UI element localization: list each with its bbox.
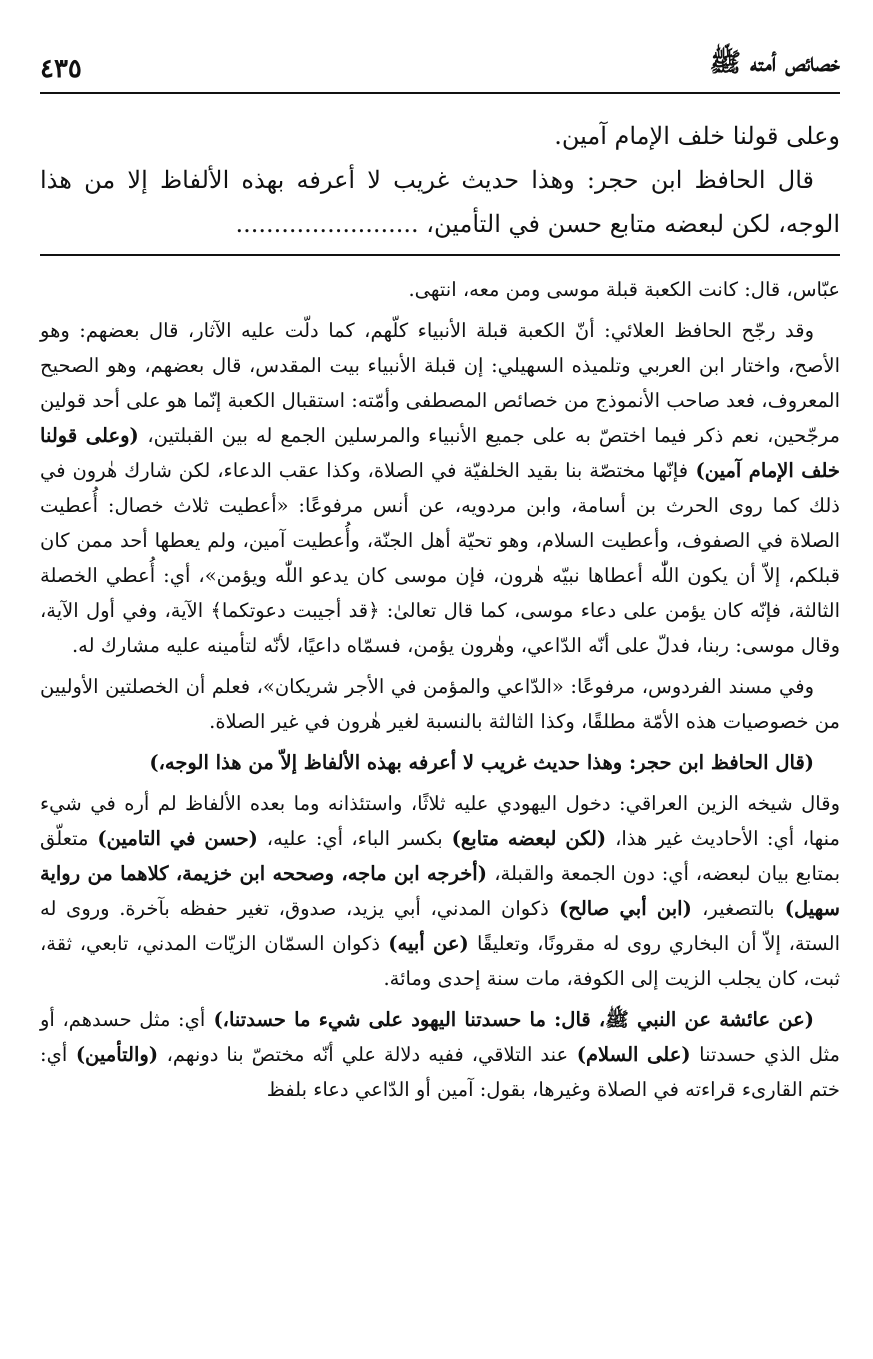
quoted-matn: (ابن أبي صالح) — [548, 897, 703, 920]
commentary-text: بكسر الباء، أي: عليه، — [266, 827, 443, 850]
page-body — [40, 38, 840, 1113]
matn-line: وعلى قولنا خلف الإمام آمين. — [554, 122, 840, 150]
commentary-paragraph: وفي مسند الفردوس، مرفوعًا: «الدّاعي والمؤمن في الأجر شريكان»، فعلم أن الخصلتين الأوليين من خصوصيات هذه الأمّة مطلقًا، وكذا الثالثة بالنسبة لغير هٰرون في غير الصلاة. — [40, 675, 840, 733]
quoted-matn: (على السلام) — [568, 1043, 700, 1066]
commentary-text: عند التلاقي، ففيه دلالة علي أنّه مختصّ بنا دونهم، — [166, 1043, 569, 1066]
matn-separator — [40, 254, 840, 256]
commentary-paragraph — [40, 786, 840, 996]
commentary-block — [40, 272, 840, 1107]
quoted-matn: (أخرجه ابن ماجه، وصححه ابن خزيمة، كلاهما من رواية سهيل) — [40, 862, 840, 920]
quoted-matn: (عن عائشة عن النبي ﷺ، قال: ما حسدتنا اليهود على شيء ما حسدتنا،) — [205, 1008, 814, 1031]
page-number: ٤٣٥ — [40, 54, 82, 84]
matn-block — [40, 114, 840, 246]
commentary-paragraph: عبّاس، قال: كانت الكعبة قبلة موسى ومن معه، انتهى. — [408, 278, 840, 301]
running-head — [40, 38, 840, 84]
commentary-paragraph — [40, 313, 840, 663]
quoted-matn: (لكن لبعضه متابع) — [442, 827, 616, 850]
header-rule — [40, 92, 840, 94]
quoted-matn: (حسن في التامين) — [88, 827, 267, 850]
commentary-paragraph — [40, 1002, 840, 1107]
commentary-text: فإنّها مختصّة بنا بقيد الخلفيّة في الصلاة، وكذا عقب الدعاء، لكن شارك هٰرون في ذلك كما روى الحرث بن أسامة، وابن مردويه، عن أنس مرفوعًا: «أعطيت ثلاث خصال: أُعطيت الصلاة في الصفوف، وأعطيت السلام، وهو تحيّة أهل الجنّة، وأُعطيت آمين، ولم يعطها أحد ممن كان قبلكم، إلاّ أن يكون اللّٰه أعطاها نبيّه هٰرون، فإن موسى كان يدعو اللّٰه ويؤمن»، أي: أُعطي الخصلة الثالثة، فإنّه كان يؤمن على دعاء موسى، كما قال تعالىٰ: ﴿قد أجيبت دعوتكما﴾ الآية، وفي أول الآية، وقال موسى: ربنا، فدلّ على أنّه الدّاعي، وهٰرون يؤمن، فسمّاه داعيًا، لأنّه لتأمينه عليه مشارك له. — [40, 459, 840, 657]
running-title: خصائص أمته ﷺ — [709, 48, 840, 78]
quoted-matn: (قال الحافظ ابن حجر: وهذا حديث غريب لا أعرفه بهذه الألفاظ إلاّ من هذا الوجه،) — [149, 751, 814, 774]
commentary-text: بالتصغير، — [702, 897, 775, 920]
commentary-text: ذكوان المدني، أبي يزيد، صدوق، تغير حفظه بآخرة. وروى له الستة، إلاّ أن البخاري روى له مقرونًا، وتعليقًا — [40, 897, 840, 955]
commentary-text: وقال شيخه الزين العراقي: دخول اليهودي عليه ثلاثًا، واستئذانه وما بعده الألفاظ لم أره في شيء منها، أي: الأحاديث غير هذا، — [40, 792, 841, 850]
matn-paragraph: قال الحافظ ابن حجر: وهذا حديث غريب لا أعرفه بهذه الألفاظ إلا من هذا الوجه، لكن لبعضه متابع حسن في التأمين، ........................ — [40, 166, 840, 238]
quoted-matn: (والتأمين) — [67, 1043, 167, 1066]
quoted-matn: (وعلى قولنا خلف الإمام آمين) — [40, 424, 840, 482]
commentary-text: أي: ختم القارىء قراءته في الصلاة وغيرها، بقول: آمين أو الدّاعي دعاء بلفظ — [40, 1043, 840, 1101]
quoted-matn: (عن أبيه) — [380, 932, 477, 955]
commentary-text: متعلّق بمتابع بيان لبعضه، أي: دون الجمعة والقبلة، — [40, 827, 841, 885]
commentary-text: أي: مثل حسدهم، أو مثل الذي حسدتنا — [40, 1008, 840, 1066]
commentary-text: ذكوان السمّان الزيّات المدني، تابعي، ثقة، ثبت، كان يجلب الزيت إلى الكوفة، مات سنة إحدى ومائة. — [40, 932, 840, 990]
commentary-text: وقد رجّح الحافظ العلائي: أنّ الكعبة قبلة الأنبياء كلّهم، كما دلّت عليه الآثار، قال بعضهم: وهو الأصح، واختار ابن العربي وتلميذه السهيلي: إن قبلة الأنبياء بيت المقدس، قال بعضهم، وهو الصحيح المعروف، فعد صاحب الأنموذج من خصائص المصطفى وأمّته: استقبال الكعبة إنّما هو على أحد قولين مرجّحين، نعم ذكر فيما اختصّ به على جميع الأنبياء والمرسلين الجمع له بين القبلتين، — [39, 319, 840, 447]
